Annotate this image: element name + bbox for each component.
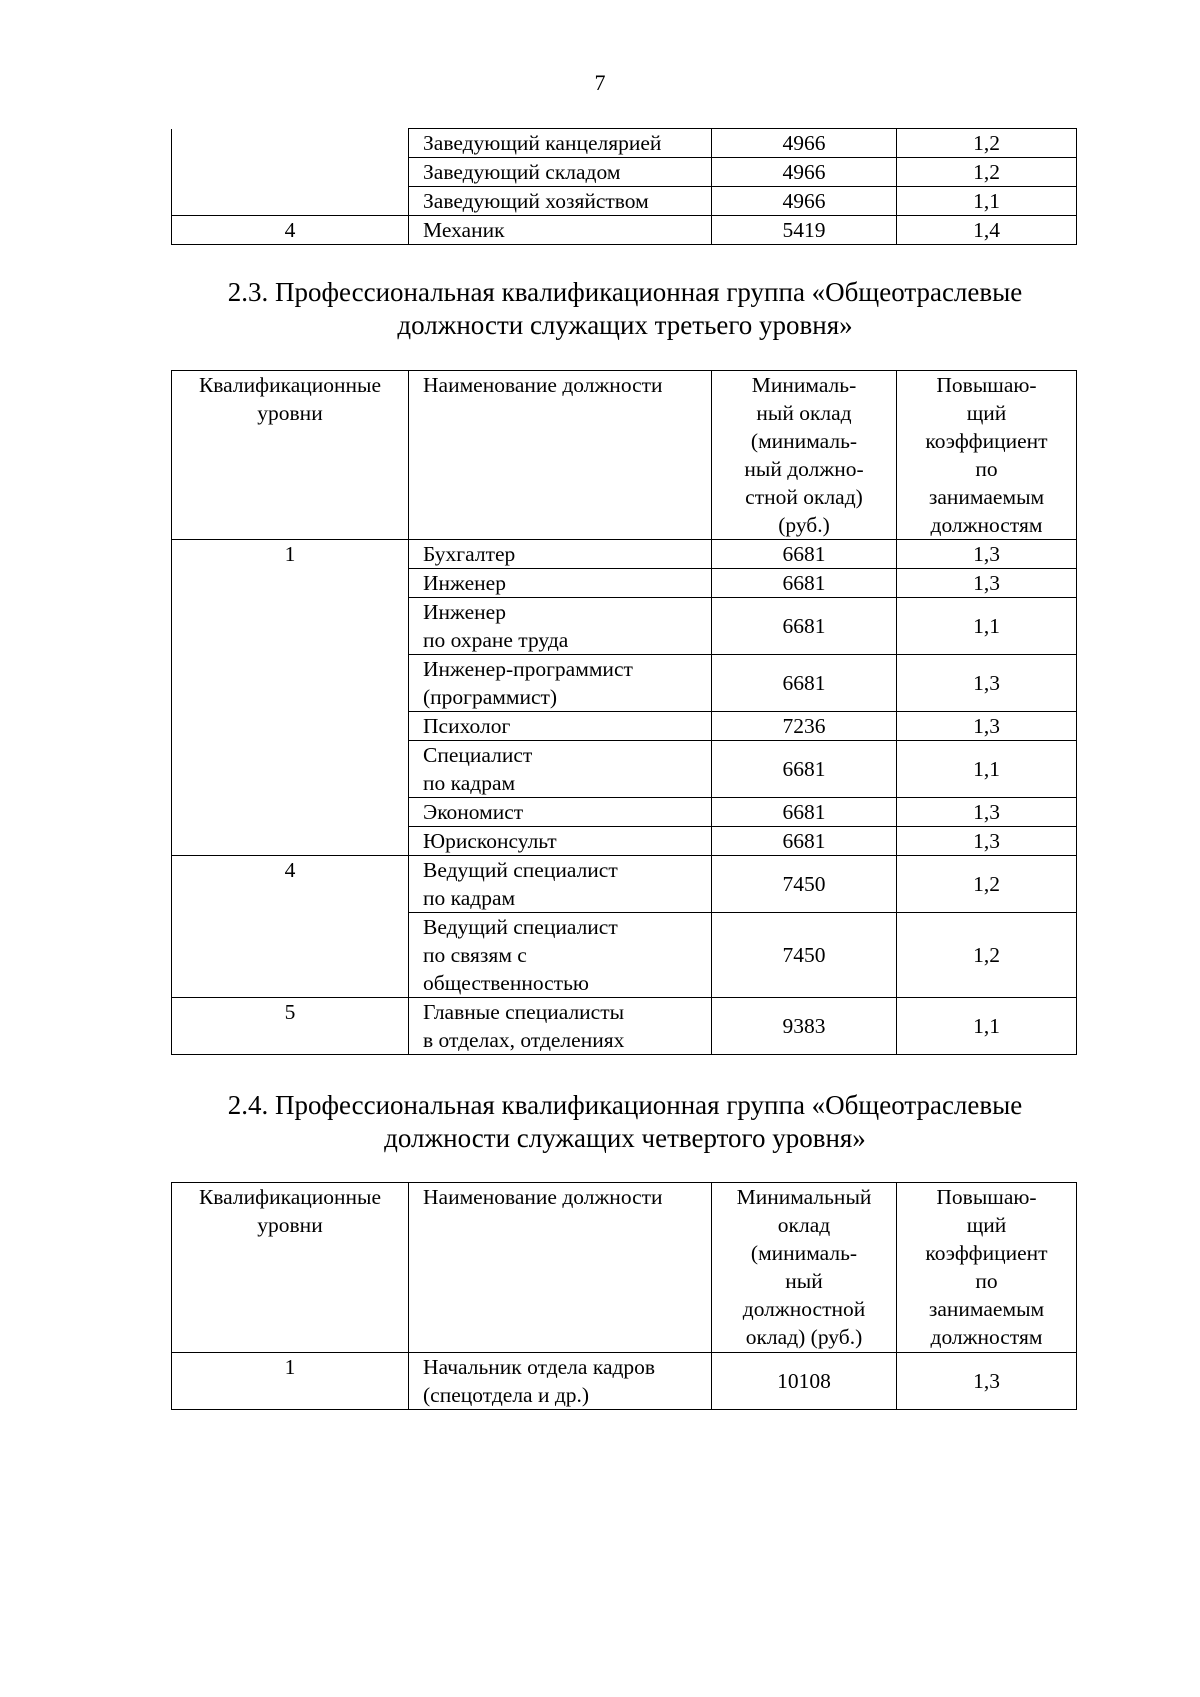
salary-cell: 6681 bbox=[712, 569, 897, 598]
section-title-2-4 bbox=[0, 1089, 1200, 1155]
header-position-name: Наименование должности bbox=[409, 1183, 712, 1353]
table-row bbox=[172, 856, 1077, 913]
position-name: Начальник отдела кадров (спецотдела и др.) bbox=[409, 1353, 712, 1410]
salary-cell: 6681 bbox=[712, 827, 897, 856]
position-name: Ведущий специалист по связям с общественностью bbox=[409, 913, 712, 998]
salary-cell: 6681 bbox=[712, 798, 897, 827]
section-title-2-3 bbox=[0, 276, 1200, 342]
header-coefficient: Повышаю- щий коэффициент по занимаемым должностям bbox=[897, 371, 1077, 540]
coefficient-cell: 1,2 bbox=[897, 913, 1077, 998]
section-title-line: должности служащих четвертого уровня» bbox=[384, 1123, 866, 1153]
coefficient-cell: 1,3 bbox=[897, 798, 1077, 827]
coefficient-cell: 1,2 bbox=[897, 129, 1077, 158]
header-salary: Минималь- ный оклад (минималь- ный должно- стной оклад) (руб.) bbox=[712, 371, 897, 540]
salary-cell: 6681 bbox=[712, 741, 897, 798]
salary-cell: 7450 bbox=[712, 856, 897, 913]
salary-cell: 9383 bbox=[712, 998, 897, 1055]
section-title-line: 2.3. Профессиональная квалификационная группа «Общеотраслевые bbox=[227, 277, 1023, 307]
level-cell: 5 bbox=[172, 998, 409, 1055]
coefficient-cell: 1,1 bbox=[897, 187, 1077, 216]
header-position-name: Наименование должности bbox=[409, 371, 712, 540]
position-name: Заведующий хозяйством bbox=[409, 187, 712, 216]
position-name: Заведующий канцелярией bbox=[409, 129, 712, 158]
header-level: Квалификационные уровни bbox=[172, 371, 409, 540]
salary-cell: 7236 bbox=[712, 712, 897, 741]
coefficient-cell: 1,3 bbox=[897, 712, 1077, 741]
header-coefficient: Повышаю- щий коэффициент по занимаемым должностям bbox=[897, 1183, 1077, 1353]
level-cell: 4 bbox=[172, 216, 409, 245]
salary-cell: 10108 bbox=[712, 1353, 897, 1410]
position-name: Инженер bbox=[409, 569, 712, 598]
position-name: Специалист по кадрам bbox=[409, 741, 712, 798]
salary-cell: 4966 bbox=[712, 129, 897, 158]
coefficient-cell: 1,2 bbox=[897, 856, 1077, 913]
position-name: Юрисконсульт bbox=[409, 827, 712, 856]
position-name: Заведующий складом bbox=[409, 158, 712, 187]
position-name: Ведущий специалист по кадрам bbox=[409, 856, 712, 913]
table-row bbox=[172, 1353, 1077, 1410]
table-header-row bbox=[172, 1183, 1077, 1353]
salary-cell: 4966 bbox=[712, 187, 897, 216]
salary-cell: 7450 bbox=[712, 913, 897, 998]
table-row bbox=[172, 540, 1077, 569]
coefficient-cell: 1,3 bbox=[897, 827, 1077, 856]
salary-cell: 5419 bbox=[712, 216, 897, 245]
section-title-line: 2.4. Профессиональная квалификационная группа «Общеотраслевые bbox=[227, 1090, 1023, 1120]
header-level: Квалификационные уровни bbox=[172, 1183, 409, 1353]
salary-cell: 6681 bbox=[712, 655, 897, 712]
position-name: Инженер-программист (программист) bbox=[409, 655, 712, 712]
table-continuation bbox=[171, 128, 1077, 245]
position-name: Психолог bbox=[409, 712, 712, 741]
coefficient-cell: 1,3 bbox=[897, 569, 1077, 598]
coefficient-cell: 1,3 bbox=[897, 540, 1077, 569]
header-salary: Минимальный оклад (минималь- ный должностной оклад) (руб.) bbox=[712, 1183, 897, 1353]
table-row bbox=[172, 216, 1077, 245]
level-cell: 1 bbox=[172, 1353, 409, 1410]
position-name: Бухгалтер bbox=[409, 540, 712, 569]
coefficient-cell: 1,4 bbox=[897, 216, 1077, 245]
position-name: Инженер по охране труда bbox=[409, 598, 712, 655]
table-level-3 bbox=[171, 370, 1077, 1055]
coefficient-cell: 1,3 bbox=[897, 1353, 1077, 1410]
position-name: Главные специалисты в отделах, отделениях bbox=[409, 998, 712, 1055]
level-cell: 1 bbox=[172, 540, 409, 856]
table-header-row bbox=[172, 371, 1077, 540]
coefficient-cell: 1,2 bbox=[897, 158, 1077, 187]
coefficient-cell: 1,1 bbox=[897, 598, 1077, 655]
coefficient-cell: 1,1 bbox=[897, 998, 1077, 1055]
level-cell bbox=[172, 129, 409, 216]
coefficient-cell: 1,1 bbox=[897, 741, 1077, 798]
position-name: Механик bbox=[409, 216, 712, 245]
coefficient-cell: 1,3 bbox=[897, 655, 1077, 712]
table-level-4 bbox=[171, 1182, 1077, 1410]
table-row bbox=[172, 129, 1077, 158]
page-number: 7 bbox=[594, 70, 606, 95]
section-title-line: должности служащих третьего уровня» bbox=[397, 310, 853, 340]
table-row bbox=[172, 998, 1077, 1055]
salary-cell: 6681 bbox=[712, 540, 897, 569]
salary-cell: 6681 bbox=[712, 598, 897, 655]
salary-cell: 4966 bbox=[712, 158, 897, 187]
position-name: Экономист bbox=[409, 798, 712, 827]
level-cell: 4 bbox=[172, 856, 409, 998]
